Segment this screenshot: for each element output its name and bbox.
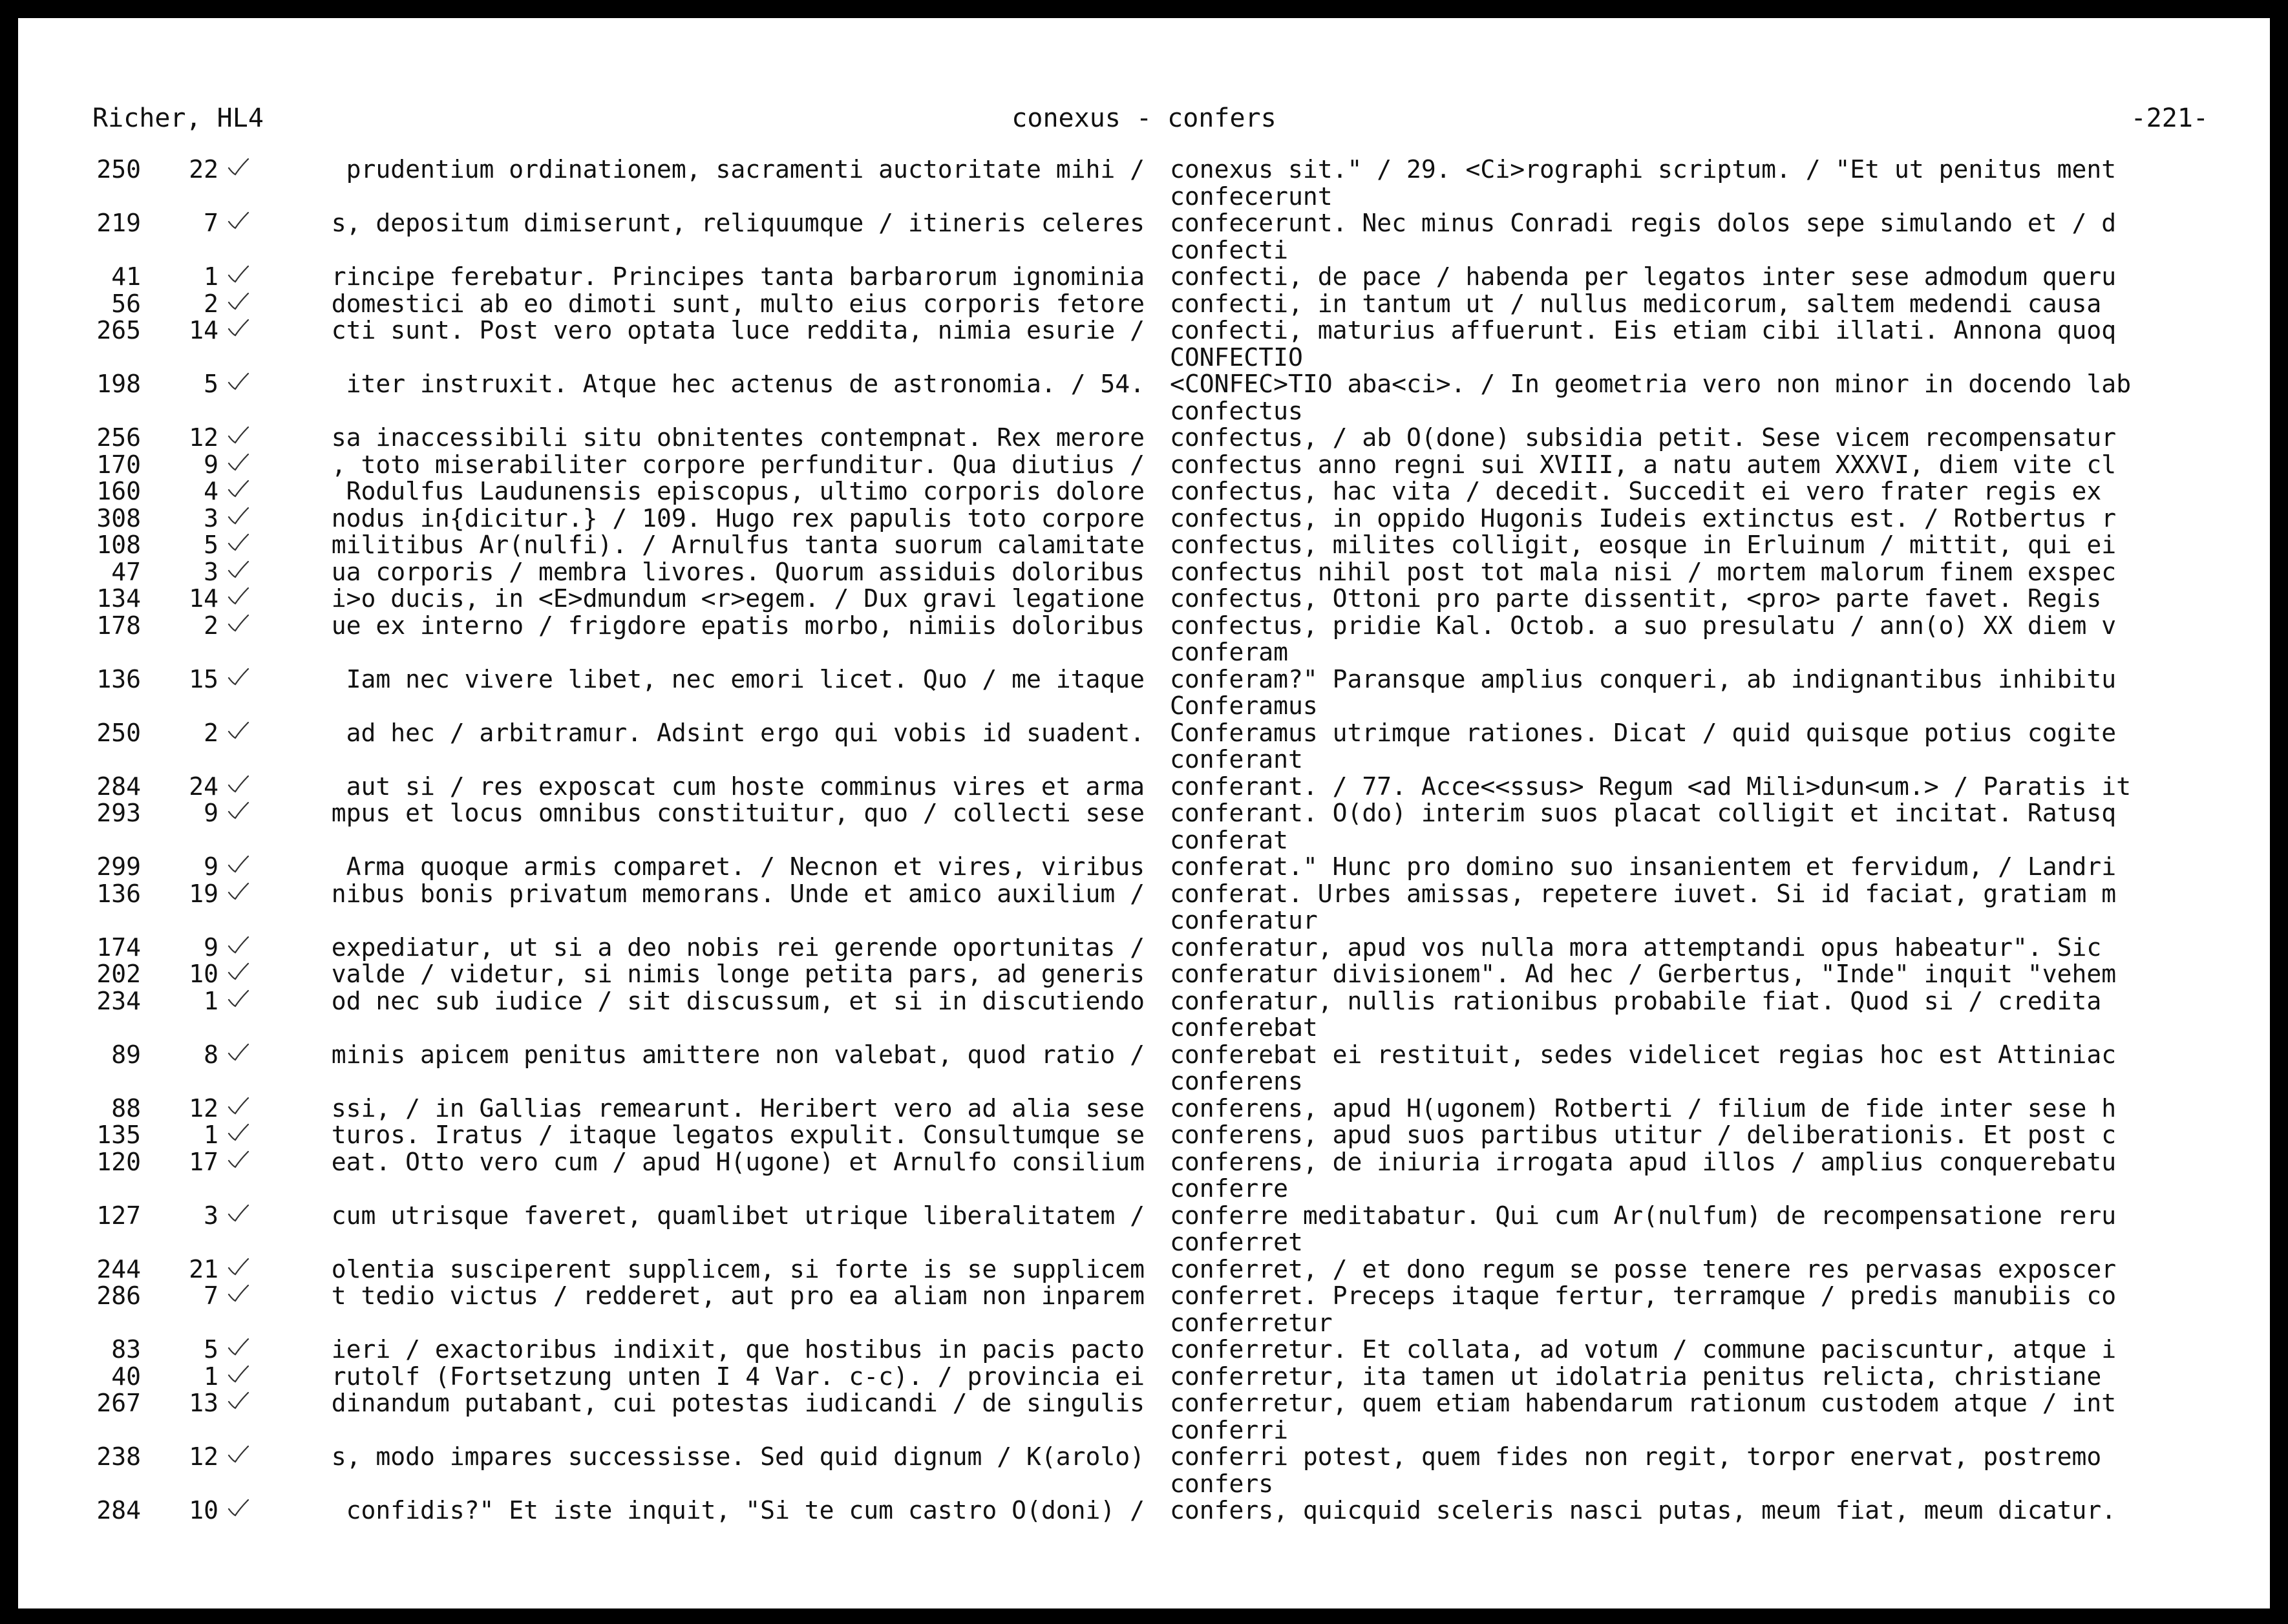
left-context-text: i>o ducis, in <E>dmundum <r>egem. / Dux gravi legatione (331, 584, 1145, 613)
line-ref: 4 (204, 477, 218, 505)
line-ref: 8 (204, 1040, 218, 1069)
keyword-context: conferre meditabatur. Qui cum Ar(nulfum) de recompensatione reru (1170, 1201, 2117, 1230)
concordance-row (18, 986, 2270, 1013)
line-ref: 22 (189, 155, 218, 184)
concordance-row (18, 1441, 2270, 1471)
line-ref: 1 (204, 262, 218, 291)
page-header (18, 90, 2270, 142)
page-ref: 284 (96, 1496, 141, 1524)
left-context (241, 209, 1145, 237)
header-range: conexus - confers (1012, 103, 1276, 133)
keyword-context: confectus, hac vita / decedit. Succedit ei vero frater regis ex (1170, 477, 2102, 505)
concordance-row (18, 476, 2270, 503)
left-context-text: eat. Otto vero cum / apud H(ugone) et Arnulfo consilium (331, 1147, 1145, 1176)
concordance-page (18, 18, 2270, 1608)
left-context (241, 155, 1145, 184)
keyword-context: conferretur, ita tamen ut idolatria penitus relicta, christiane (1170, 1362, 2102, 1391)
left-context (241, 1148, 1145, 1176)
headword: confecti (1170, 235, 1289, 264)
concordance-row (18, 797, 2270, 825)
page-ref: 244 (96, 1254, 141, 1283)
line-ref: 1 (204, 1362, 218, 1391)
headword-row (18, 690, 2270, 720)
left-context (241, 584, 1145, 613)
headword-row (18, 1468, 2270, 1498)
line-ref: 24 (189, 772, 218, 801)
left-context (241, 1335, 1145, 1364)
keyword-context: conferens, apud H(ugonem) Rotberti / filium de fide inter sese h (1170, 1093, 2117, 1123)
headword: conferebat (1170, 1013, 1318, 1042)
line-ref: 21 (189, 1254, 218, 1283)
concordance-row (18, 503, 2270, 533)
keyword-context: confecti, maturius affuerunt. Eis etiam cibi illati. Annona quoq (1170, 316, 2117, 344)
concordance-row (18, 1254, 2270, 1281)
line-ref: 2 (204, 718, 218, 747)
concordance-row (18, 1146, 2270, 1174)
concordance-row (18, 288, 2270, 318)
concordance-row (18, 422, 2270, 452)
page-ref: 284 (96, 772, 141, 801)
line-ref: 14 (189, 584, 218, 613)
left-context-text: nibus bonis privatum memorans. Unde et amico auxilium / (331, 879, 1145, 908)
page-ref: 108 (96, 531, 141, 559)
headword-row (18, 395, 2270, 423)
headword: conferri (1170, 1415, 1289, 1444)
headword: conferens (1170, 1067, 1303, 1095)
headword-row (18, 1012, 2270, 1042)
left-context (241, 1094, 1145, 1123)
concordance-row (18, 1200, 2270, 1230)
keyword-context: conferatur divisionem". Ad hec / Gerbertus, "Inde" inquit "vehem (1170, 960, 2117, 988)
left-context-text: confidis?" Et iste inquit, "Si te cum castro O(doni) / (346, 1496, 1145, 1524)
left-context-text: , toto miserabiliter corpore perfunditur. Qua diutius / (331, 450, 1145, 479)
keyword-context: confectus, in oppido Hugonis Iudeis extinctus est. / Rotbertus r (1170, 503, 2117, 533)
line-ref: 7 (204, 1281, 218, 1310)
headword-row (18, 905, 2270, 932)
left-context (241, 531, 1145, 559)
concordance-row (18, 1361, 2270, 1391)
keyword-context: conferam?" Paransque amplius conqueri, ab indignantibus inhibitu (1170, 664, 2117, 693)
left-context-text: s, modo impares successisse. Sed quid dignum / K(arolo) (331, 1442, 1145, 1471)
left-context-text: Arma quoque armis comparet. / Necnon et vires, viribus (346, 852, 1145, 881)
keyword-context: conferret. Preceps itaque fertur, terramque / predis manubiis co (1170, 1281, 2117, 1310)
line-ref: 9 (204, 852, 218, 881)
headword: conferretur (1170, 1308, 1333, 1337)
left-context (241, 1442, 1145, 1471)
page-ref: 256 (96, 423, 141, 452)
line-ref: 7 (204, 209, 218, 237)
concordance-row (18, 315, 2270, 342)
concordance-row (18, 1280, 2270, 1310)
left-context (241, 1040, 1145, 1069)
page-ref: 47 (111, 557, 141, 586)
left-context-text: t tedio victus / redderet, aut pro ea aliam non inparem (331, 1281, 1145, 1310)
keyword-context: confecti, de pace / habenda per legatos inter sese admodum queru (1170, 262, 2117, 291)
concordance-row (18, 771, 2270, 801)
concordance-row (18, 878, 2270, 908)
keyword-context: confectus, Ottoni pro parte dissentit, <pro> parte favet. Regis (1170, 584, 2102, 613)
line-ref: 5 (204, 1335, 218, 1364)
line-ref: 3 (204, 557, 218, 586)
concordance-row (18, 583, 2270, 613)
line-ref: 3 (204, 1201, 218, 1230)
left-context (241, 370, 1145, 398)
concordance-row (18, 1387, 2270, 1415)
line-ref: 12 (189, 1442, 218, 1471)
keyword-context: conferatur, nullis rationibus probabile fiat. Quod si / credita (1170, 986, 2102, 1015)
page-ref: 299 (96, 852, 141, 881)
keyword-context: conexus sit." / 29. <Ci>rographi scriptum. / "Et ut penitus ment (1170, 155, 2117, 184)
left-context (241, 852, 1145, 881)
keyword-context: conferens, de iniuria irrogata apud illos / amplius conquerebatu (1170, 1147, 2117, 1176)
left-context-text: valde / videtur, si nimis longe petita pars, ad generis (331, 960, 1145, 988)
page-ref: 127 (96, 1201, 141, 1230)
left-context-text: minis apicem penitus amittere non valebat, quod ratio / (331, 1040, 1145, 1069)
headword: conferam (1170, 638, 1289, 666)
keyword-context: conferat." Hunc pro domino suo insanientem et fervidum, / Landri (1170, 852, 2117, 881)
page-ref: 265 (96, 316, 141, 344)
keyword-context: conferri potest, quem fides non regit, torpor enervat, postremo (1170, 1442, 2102, 1471)
left-context (241, 290, 1145, 318)
left-context (241, 1201, 1145, 1230)
line-ref: 17 (189, 1147, 218, 1176)
left-context (241, 880, 1145, 908)
keyword-context: confectus, milites colligit, eosque in Erluinum / mittit, qui ei (1170, 531, 2117, 559)
page-ref: 308 (96, 503, 141, 533)
concordance-row (18, 1039, 2270, 1069)
page-ref: 135 (96, 1121, 141, 1149)
left-context-text: iter instruxit. Atque hec actenus de astronomia. / 54. (346, 370, 1145, 398)
header-source: Richer, HL4 (92, 103, 264, 133)
left-context (241, 1121, 1145, 1149)
headword-row (18, 1307, 2270, 1337)
left-context-text: expediatur, ut si a deo nobis rei gerende oportunitas / (331, 933, 1145, 962)
left-context (241, 558, 1145, 586)
line-ref: 2 (204, 611, 218, 640)
left-context (241, 450, 1145, 479)
keyword-context: conferant. O(do) interim suos placat colligit et incitat. Ratusq (1170, 799, 2117, 827)
headword-row (18, 342, 2270, 372)
headword: conferatur (1170, 906, 1318, 934)
concordance-row (18, 154, 2270, 184)
line-ref: 1 (204, 986, 218, 1015)
left-context-text: aut si / res exposcat cum hoste comminus vires et arma (346, 772, 1145, 801)
left-context-text: cum utrisque faveret, quamlibet utrique liberalitatem / (331, 1201, 1145, 1230)
keyword-context: confecti, in tantum ut / nullus medicorum, saltem medendi causa (1170, 289, 2102, 318)
left-context (241, 477, 1145, 505)
keyword-context: confectus anno regni sui XVIII, a natu autem XXXVI, diem vite cl (1170, 450, 2117, 479)
headword-row (18, 1415, 2270, 1442)
concordance-row (18, 1119, 2270, 1149)
keyword-context: conferatur, apud vos nulla mora attemptandi opus habeatur". Sic (1170, 933, 2102, 962)
keyword-context: conferretur. Et collata, ad votum / commune paciscuntur, atque i (1170, 1335, 2117, 1364)
left-context (241, 799, 1145, 827)
left-context-text: Iam nec vivere libet, nec emori licet. Quo / me itaque (346, 664, 1145, 693)
keyword-context: confers, quicquid sceleris nasci putas, meum fiat, meum dicatur. (1170, 1496, 2117, 1524)
concordance-row (18, 958, 2270, 986)
page-ref: 134 (96, 584, 141, 613)
concordance-row (18, 664, 2270, 691)
concordance-row (18, 261, 2270, 291)
page-ref: 198 (96, 370, 141, 398)
line-ref: 14 (189, 316, 218, 344)
concordance-row (18, 207, 2270, 235)
left-context-text: domestici ab eo dimoti sunt, multo eius corporis fetore (331, 289, 1145, 318)
headword-row (18, 181, 2270, 211)
page-ref: 160 (96, 477, 141, 505)
left-context (241, 1255, 1145, 1283)
left-context (241, 316, 1145, 344)
left-context (241, 719, 1145, 747)
headword-row (18, 1173, 2270, 1203)
keyword-context: confectus, pridie Kal. Octob. a suo presulatu / ann(o) XX diem v (1170, 611, 2117, 640)
headword: conferret (1170, 1228, 1303, 1256)
left-context-text: rincipe ferebatur. Principes tanta barbarorum ignominia (331, 262, 1145, 291)
left-context (241, 262, 1145, 291)
left-context (241, 504, 1145, 533)
line-ref: 12 (189, 423, 218, 452)
keyword-context: conferat. Urbes amissas, repetere iuvet. Si id faciat, gratiam m (1170, 879, 2117, 908)
page-ref: 120 (96, 1147, 141, 1176)
keyword-context: confecerunt. Nec minus Conradi regis dolos sepe simulando et / d (1170, 209, 2117, 237)
keyword-context: conferens, apud suos partibus utitur / deliberationis. Et post c (1170, 1121, 2117, 1149)
line-ref: 3 (204, 503, 218, 533)
headword: conferat (1170, 825, 1289, 854)
left-context-text: ssi, / in Gallias remearunt. Heribert vero ad alia sese (331, 1093, 1145, 1123)
concordance-list (18, 154, 2270, 1522)
headword: confecerunt (1170, 182, 1333, 211)
left-context (241, 1389, 1145, 1417)
concordance-row (18, 556, 2270, 584)
left-context-text: sa inaccessibili situ obnitentes contempnat. Rex merore (331, 423, 1145, 452)
page-ref: 234 (96, 986, 141, 1015)
left-context-text: mpus et locus omnibus constituitur, quo / collecti sese (331, 799, 1145, 827)
line-ref: 5 (204, 370, 218, 398)
left-context (241, 611, 1145, 640)
line-ref: 2 (204, 289, 218, 318)
headword-row (18, 825, 2270, 852)
left-context-text: turos. Iratus / itaque legatos expulit. Consultumque se (331, 1121, 1145, 1149)
page-ref: 170 (96, 450, 141, 479)
page-ref: 238 (96, 1442, 141, 1471)
concordance-row (18, 1334, 2270, 1364)
concordance-row (18, 368, 2270, 398)
headword-row (18, 1066, 2270, 1093)
line-ref: 9 (204, 799, 218, 827)
line-ref: 1 (204, 1121, 218, 1149)
left-context (241, 960, 1145, 988)
concordance-row (18, 610, 2270, 640)
page-ref: 41 (111, 262, 141, 291)
page-ref: 89 (111, 1040, 141, 1069)
left-context (241, 772, 1145, 801)
headword: conferre (1170, 1174, 1289, 1203)
page-ref: 136 (96, 879, 141, 908)
headword: confectus (1170, 396, 1303, 425)
line-ref: 10 (189, 1496, 218, 1524)
line-ref: 10 (189, 960, 218, 988)
page-ref: 250 (96, 155, 141, 184)
headword: confers (1170, 1469, 1274, 1498)
keyword-context: conferretur, quem etiam habendarum rationum custodem atque / int (1170, 1389, 2117, 1417)
left-context-text: Rodulfus Laudunensis episcopus, ultimo corporis dolore (346, 477, 1145, 505)
page-ref: 88 (111, 1093, 141, 1123)
keyword-context: confectus nihil post tot mala nisi / mortem malorum finem exspec (1170, 557, 2117, 586)
left-context (241, 1281, 1145, 1310)
left-context-text: nodus in{dicitur.} / 109. Hugo rex papulis toto corpore (331, 503, 1145, 533)
keyword-context: confectus, / ab O(done) subsidia petit. Sese vicem recompensatur (1170, 423, 2117, 452)
page-ref: 83 (111, 1335, 141, 1364)
left-context (241, 987, 1145, 1015)
left-context-text: militibus Ar(nulfi). / Arnulfus tanta suorum calamitate (331, 531, 1145, 559)
page-ref: 174 (96, 933, 141, 962)
line-ref: 5 (204, 531, 218, 559)
left-context-text: olentia susciperent supplicem, si forte is se supplicem (331, 1254, 1145, 1283)
left-context (241, 1496, 1145, 1524)
left-context (241, 1362, 1145, 1391)
left-context-text: ua corporis / membra livores. Quorum assiduis doloribus (331, 557, 1145, 586)
headword-row (18, 235, 2270, 262)
headword-row (18, 1227, 2270, 1254)
page-ref: 286 (96, 1281, 141, 1310)
left-context (241, 423, 1145, 452)
line-ref: 9 (204, 450, 218, 479)
left-context-text: dinandum putabant, cui potestas iudicandi / de singulis (331, 1389, 1145, 1417)
left-context-text: s, depositum dimiserunt, reliquumque / itineris celeres (331, 209, 1145, 237)
left-context-text: ue ex interno / frigdore epatis morbo, nimiis doloribus (331, 611, 1145, 640)
keyword-context: conferant. / 77. Acce<<ssus> Regum <ad Mili>dun<um.> / Paratis it (1170, 772, 2132, 801)
page-ref: 56 (111, 289, 141, 318)
headword: Conferamus (1170, 691, 1318, 720)
line-ref: 15 (189, 664, 218, 693)
page-ref: 178 (96, 611, 141, 640)
headword: CONFECTIO (1170, 343, 1303, 372)
page-ref: 136 (96, 664, 141, 693)
line-ref: 19 (189, 879, 218, 908)
headword: conferant (1170, 745, 1303, 774)
concordance-row (18, 1093, 2270, 1123)
keyword-context: Conferamus utrimque rationes. Dicat / quid quisque potius cogite (1170, 718, 2117, 747)
page-ref: 202 (96, 960, 141, 988)
page-ref: 293 (96, 799, 141, 827)
header-page-number: -221- (2130, 103, 2209, 133)
concordance-row (18, 449, 2270, 479)
left-context-text: cti sunt. Post vero optata luce reddita, nimia esurie / (331, 316, 1145, 344)
line-ref: 13 (189, 1389, 218, 1417)
left-context-text: od nec sub iudice / sit discussum, et si in discutiendo (331, 986, 1145, 1015)
left-context-text: ieri / exactoribus indixit, que hostibus in pacis pacto (331, 1335, 1145, 1364)
page-ref: 250 (96, 718, 141, 747)
headword-row (18, 637, 2270, 664)
concordance-row (18, 1495, 2270, 1522)
keyword-context: <CONFEC>TIO aba<ci>. / In geometria vero non minor in docendo lab (1170, 370, 2132, 398)
keyword-context: conferret, / et dono regum se posse tenere res pervasas exposcer (1170, 1254, 2117, 1283)
page-ref: 219 (96, 209, 141, 237)
left-context-text: rutolf (Fortsetzung unten I 4 Var. c-c). / provincia ei (331, 1362, 1145, 1391)
left-context (241, 933, 1145, 962)
page-ref: 40 (111, 1362, 141, 1391)
line-ref: 12 (189, 1093, 218, 1123)
concordance-row (18, 932, 2270, 962)
concordance-row (18, 529, 2270, 559)
left-context (241, 665, 1145, 693)
concordance-row (18, 717, 2270, 747)
keyword-context: conferebat ei restituit, sedes videlicet regias hoc est Attiniac (1170, 1040, 2117, 1069)
concordance-row (18, 851, 2270, 881)
headword-row (18, 744, 2270, 774)
page-ref: 267 (96, 1389, 141, 1417)
left-context-text: ad hec / arbitramur. Adsint ergo qui vobis id suadent. (346, 718, 1145, 747)
line-ref: 9 (204, 933, 218, 962)
left-context-text: prudentium ordinationem, sacramenti auctoritate mihi / (346, 155, 1145, 184)
